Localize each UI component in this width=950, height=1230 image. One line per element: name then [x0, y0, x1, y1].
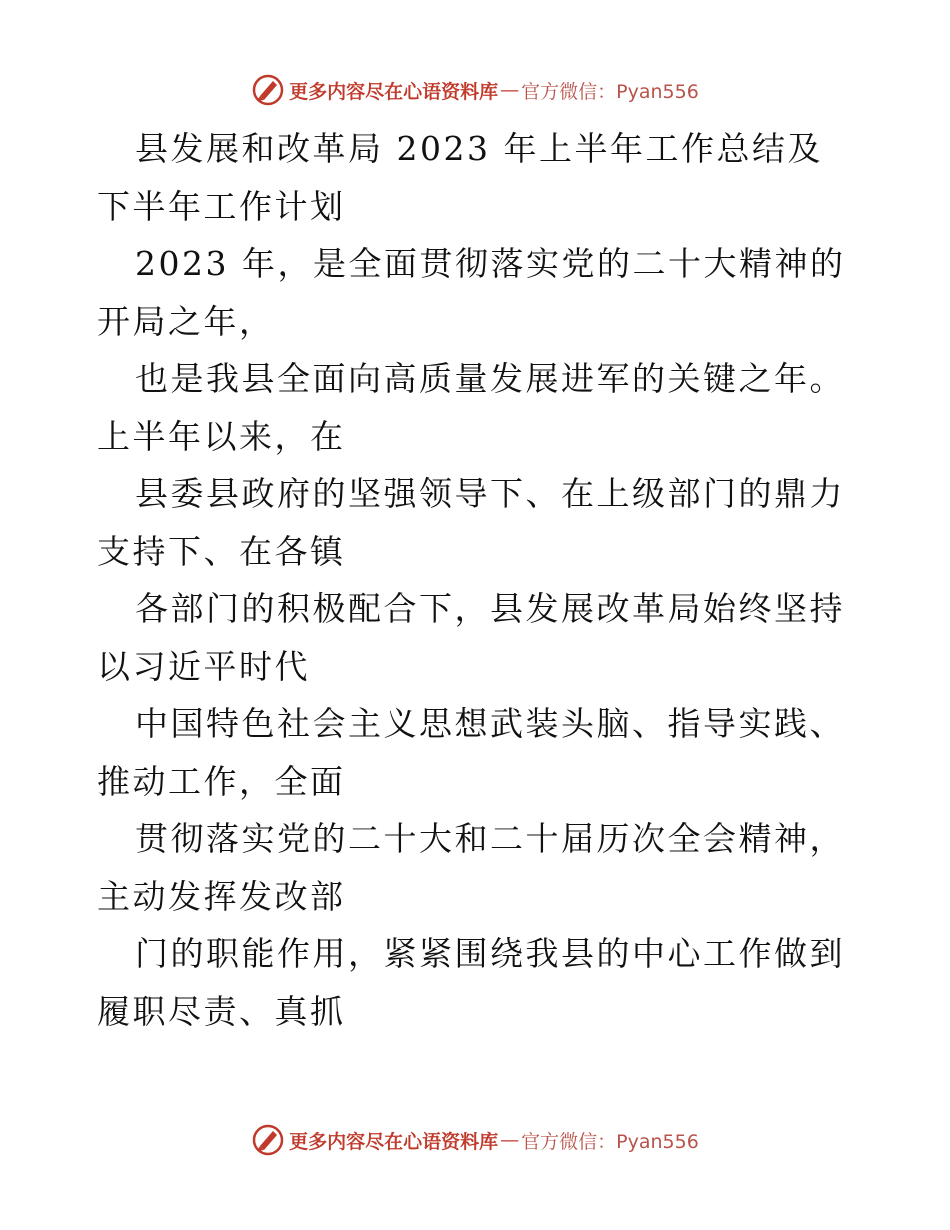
pen-logo-icon — [251, 73, 285, 107]
document-body — [97, 120, 857, 1040]
paragraph: 门的职能作用，紧紧围绕我县的中心工作做到履职尽责、真抓 — [97, 934, 845, 1031]
watermark-sub-text: 官方微信：Pyan556 — [521, 1130, 699, 1153]
document-title: 县发展和改革局 2023 年上半年工作总结及下半年工作计划 — [97, 129, 823, 226]
watermark-dash: — — [500, 1129, 520, 1151]
watermark-sub-text: 官方微信：Pyan556 — [521, 80, 699, 103]
watermark-dash: — — [500, 79, 520, 101]
footer-watermark — [0, 1120, 950, 1160]
watermark-main-text: 更多内容尽在心语资料库 — [289, 80, 499, 103]
paragraph: 中国特色社会主义思想武装头脑、指导实践、推动工作，全面 — [97, 704, 845, 801]
paragraph: 县委县政府的坚强领导下、在上级部门的鼎力支持下、在各镇 — [97, 474, 845, 571]
paragraph: 贯彻落实党的二十大和二十届历次全会精神，主动发挥发改部 — [97, 819, 845, 916]
pen-logo-icon — [251, 1123, 285, 1157]
watermark-main-text: 更多内容尽在心语资料库 — [289, 1130, 499, 1153]
paragraph: 各部门的积极配合下，县发展改革局始终坚持以习近平时代 — [97, 589, 845, 686]
paragraph: 也是我县全面向高质量发展进军的关键之年。上半年以来，在 — [97, 359, 845, 456]
header-watermark — [0, 70, 950, 110]
paragraph: 2023 年，是全面贯彻落实党的二十大精神的开局之年， — [97, 244, 846, 341]
